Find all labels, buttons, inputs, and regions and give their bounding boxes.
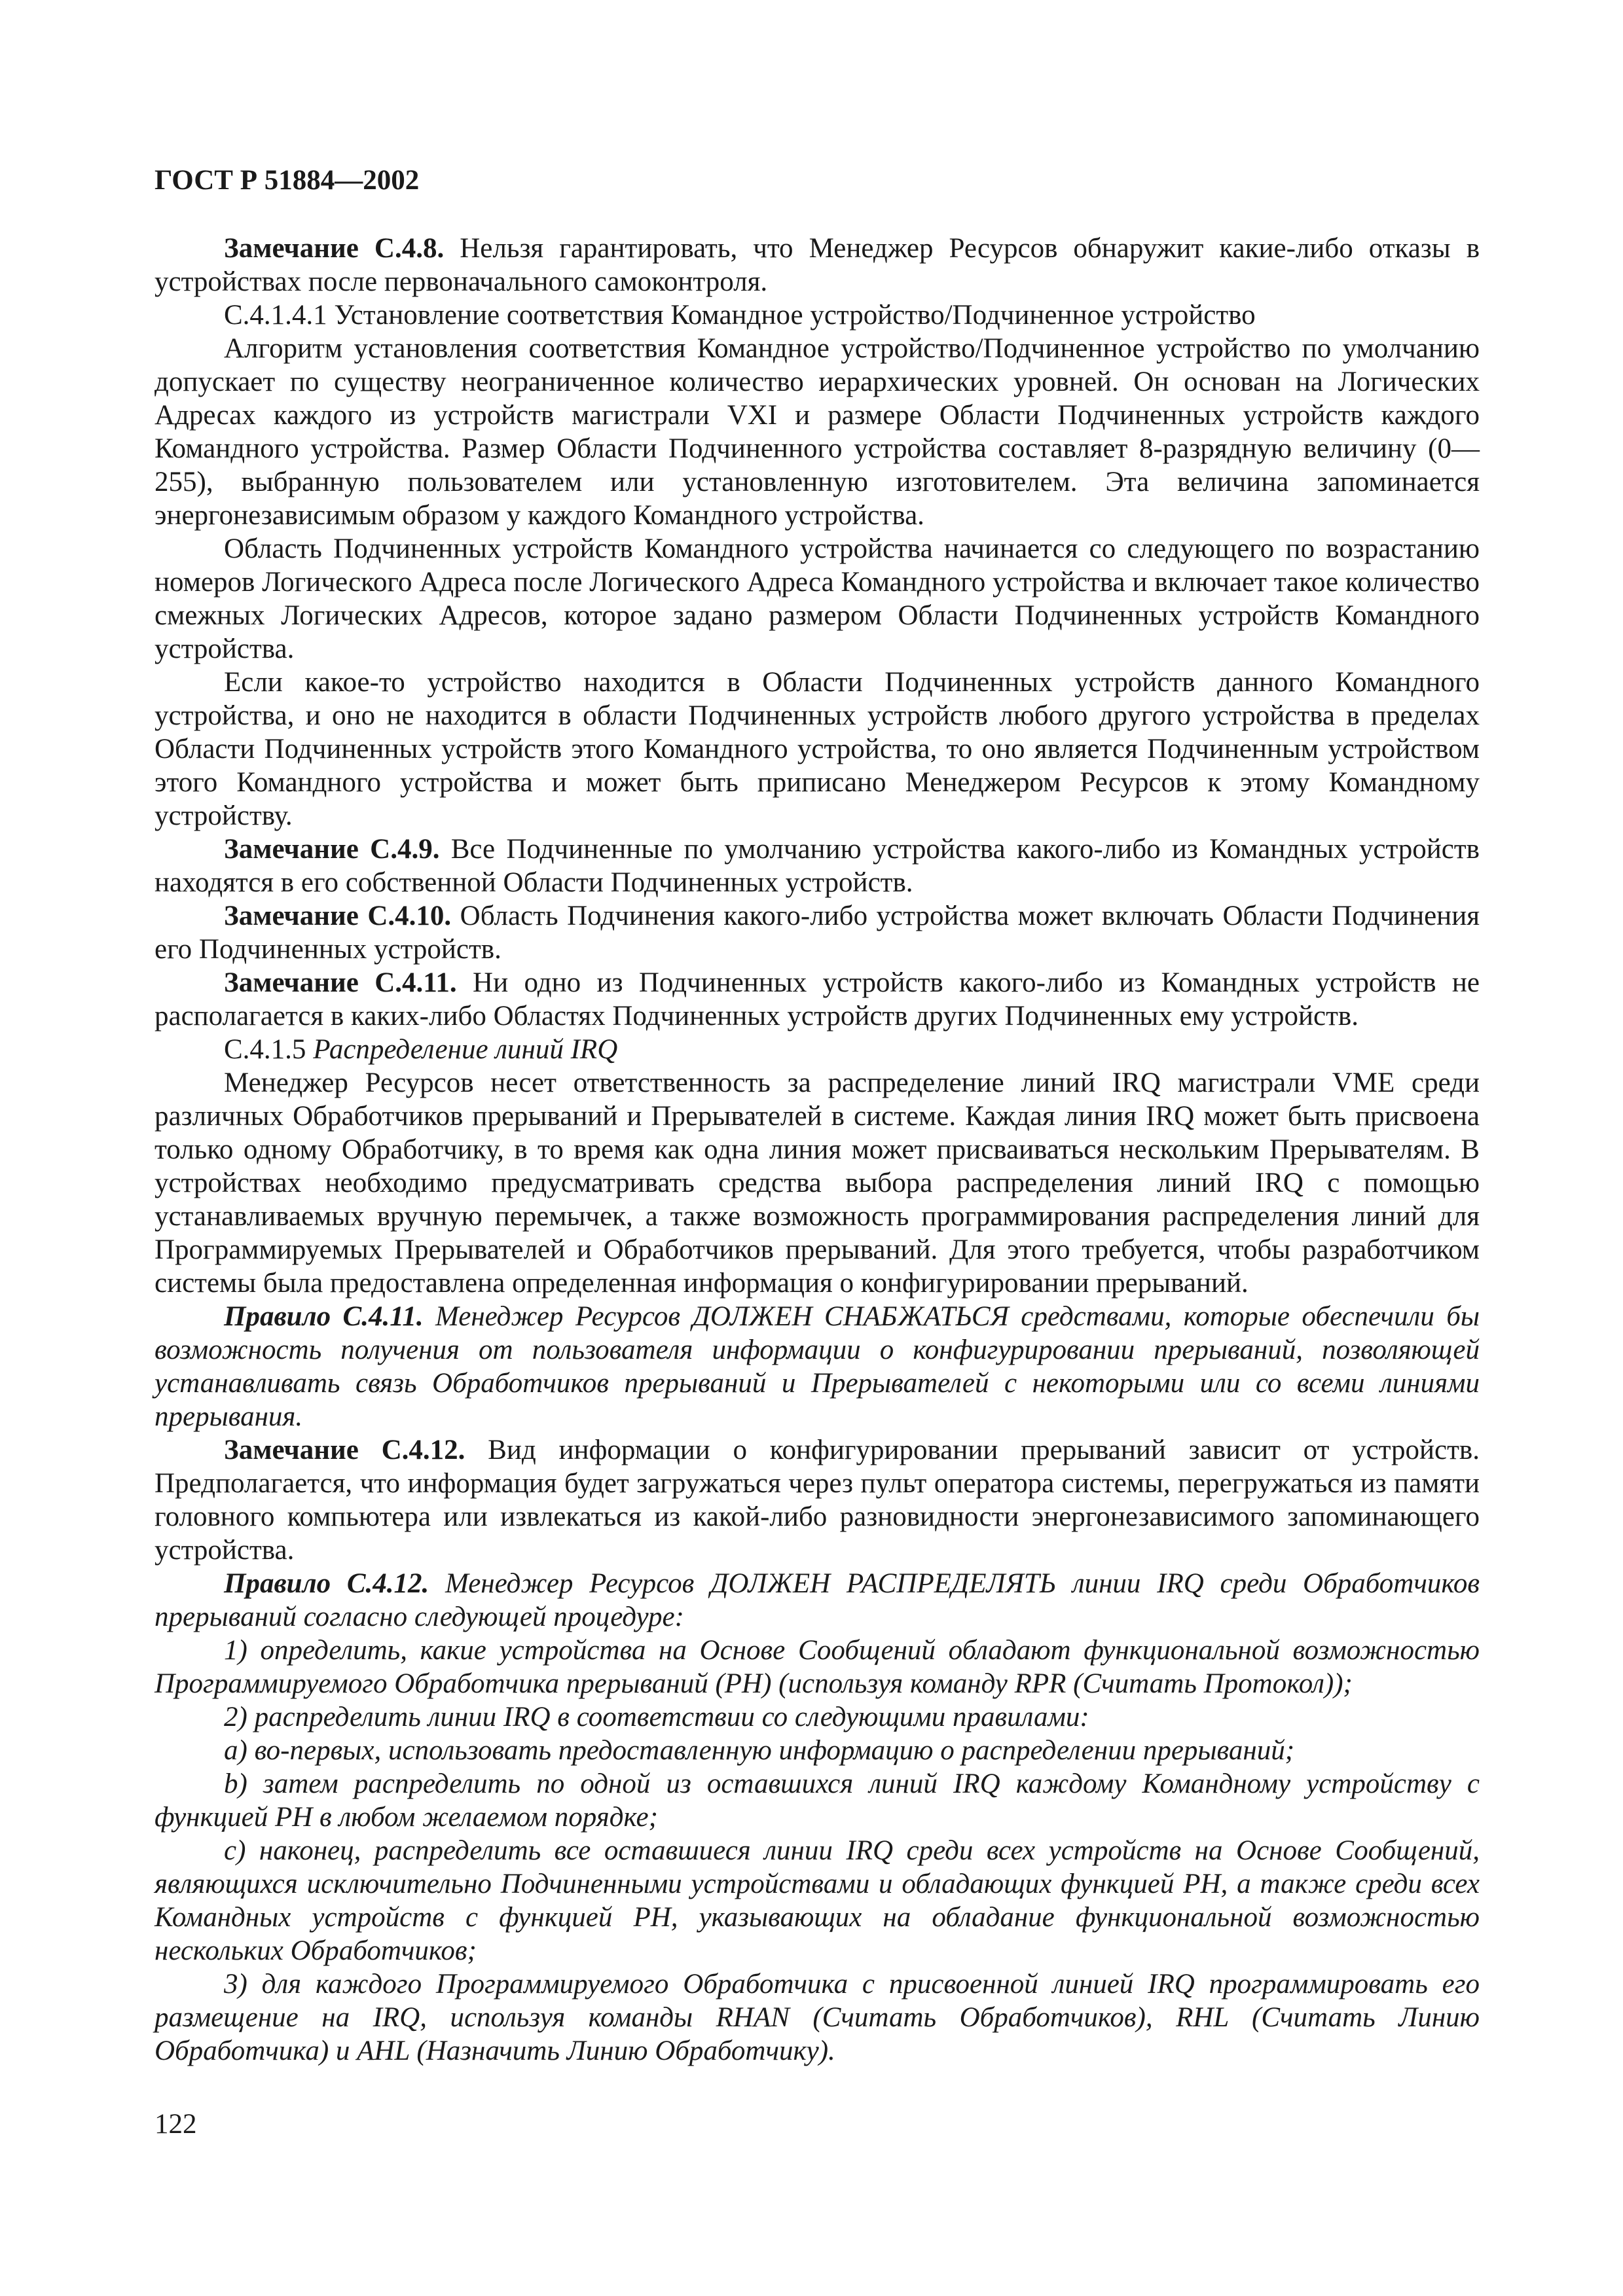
section-heading-c-4-1-4-1	[155, 298, 1480, 332]
procedure-substep-a	[155, 1734, 1480, 1767]
document-page	[155, 164, 1480, 2068]
paragraph	[155, 1066, 1480, 1300]
procedure-step-text: 3) для каждого Программируемого Обработчика с присвоенной линией IRQ программировать его размещение на IRQ, используя команды RHAN (Считать Обработчиков), RHL (Считать Линию Обработчика) и AHL (Назначить Линию Обработчику).	[155, 1969, 1480, 2066]
procedure-step-text: с) наконец, распределить все оставшиеся линии IRQ среди всех устройств на Основе Сообщений, являющихся исключительно Подчиненными устройствами и обладающих функцией PH, а также среди всех Командных устройств с функцией PH, указывающих на обладание функциональной возможностью нескольких Обработчиков;	[155, 1835, 1480, 1966]
procedure-step-3	[155, 1967, 1480, 2068]
procedure-step-2	[155, 1700, 1480, 1734]
rule-c-4-11	[155, 1300, 1480, 1433]
procedure-substep-b	[155, 1767, 1480, 1834]
paragraph-text: Область Подчиненных устройств Командного устройства начинается со следующего по возрастанию номеров Логического Адреса после Логического Адреса Командного устройства и включает такое количество смежных Логических Адресов, которое задано размером Области Подчиненных устройств Командного устройства.	[155, 533, 1480, 664]
rule-text: Менеджер Ресурсов ДОЛЖЕН РАСПРЕДЕЛЯТЬ линии IRQ среди Обработчиков прерываний согласно следующей процедуре:	[155, 1568, 1480, 1632]
paragraph	[155, 666, 1480, 833]
note-c-4-10	[155, 899, 1480, 966]
paragraph-text: Менеджер Ресурсов несет ответственность за распределение линий IRQ магистрали VME среди различных Обработчиков прерываний и Прерывателей в системе. Каждая линия IRQ может быть присвоена только одному Обработчику, в то время как одна линия может присваиваться нескольким Прерывателям. В устройствах необходимо предусматривать средства выбора распределения линий IRQ с помощью устанавливаемых вручную перемычек, а также возможность программирования распределения линий для Программируемых Прерывателей и Обработчиков прерываний. Для этого требуется, чтобы разработчиком системы была предоставлена определенная информация о конфигурировании прерываний.	[155, 1067, 1480, 1299]
section-title: Распределение линий IRQ	[313, 1034, 618, 1065]
section-heading-c-4-1-5	[155, 1033, 1480, 1066]
page-number: 122	[155, 2109, 197, 2140]
paragraph	[155, 332, 1480, 532]
rule-c-4-12	[155, 1567, 1480, 1634]
procedure-step-1	[155, 1634, 1480, 1700]
paragraph-text: Если какое-то устройство находится в Области Подчиненных устройств данного Командного устройства, и оно не находится в области Подчиненных устройств любого другого устройства в пределах Области Подчиненных устройств этого Командного устройства, то оно является Подчиненным устройством этого Командного устройства и может быть приписано Менеджером Ресурсов к этому Командному устройству.	[155, 667, 1480, 831]
note-text: Все Подчиненные по умолчанию устройства какого-либо из Командных устройств находятся в его собственной Области Подчиненных устройств.	[155, 834, 1480, 898]
document-code-header: ГОСТ Р 51884—2002	[155, 165, 420, 196]
procedure-step-text: b) затем распределить по одной из оставшихся линий IRQ каждому Командному устройству с функцией PH в любом желаемом порядке;	[155, 1768, 1480, 1833]
note-label: Замечание С.4.8.	[224, 233, 445, 264]
procedure-step-text: а) во-первых, использовать предоставленную информацию о распределении прерываний;	[224, 1735, 1295, 1766]
paragraph-text: Алгоритм установления соответствия Командное устройство/Подчиненное устройство по умолчанию допускает по существу неограниченное количество иерархических уровней. Он основан на Логических Адресах каждого из устройств магистрали VXI и размере Области Подчиненных устройств каждого Командного устройства. Размер Области Подчиненного устройства составляет 8-разрядную величину (0—255), выбранную пользователем или установленную изготовителем. Эта величина запоминается энергонезависимым образом у каждого Командного устройства.	[155, 333, 1480, 531]
note-c-4-9	[155, 833, 1480, 899]
procedure-substep-c	[155, 1834, 1480, 1967]
rule-label: Правило С.4.12.	[224, 1568, 429, 1599]
note-label: Замечание С.4.12.	[224, 1435, 465, 1465]
note-text: Вид информации о конфигурировании прерываний зависит от устройств. Предполагается, что информация будет загружаться через пульт оператора системы, перегружаться из памяти головного компьютера или извлекаться из какой-либо разновидности энергонезависимого запоминающего устройства.	[155, 1435, 1480, 1566]
note-text: Нельзя гарантировать, что Менеджер Ресурсов обнаружит какие-либо отказы в устройствах после первоначального самоконтроля.	[155, 233, 1480, 297]
note-c-4-12	[155, 1433, 1480, 1567]
procedure-step-text: 2) распределить линии IRQ в соответствии со следующими правилами:	[224, 1702, 1089, 1732]
note-text: Область Подчинения какого-либо устройства может включать Области Подчинения его Подчиненных устройств.	[155, 901, 1480, 965]
paragraph	[155, 532, 1480, 666]
note-label: Замечание С.4.9.	[224, 834, 440, 865]
rule-text: Менеджер Ресурсов ДОЛЖЕН СНАБЖАТЬСЯ средствами, которые обеспечили бы возможность получения от пользователя информации о конфигурировании прерываний, позволяющей устанавливать связь Обработчиков прерываний и Прерывателей с некоторыми или со всеми линиями прерывания.	[155, 1301, 1480, 1432]
note-text: Ни одно из Подчиненных устройств какого-либо из Командных устройств не располагается в каких-либо Областях Подчиненных устройств других Подчиненных ему устройств.	[155, 967, 1480, 1031]
rule-label: Правило С.4.11.	[224, 1301, 424, 1332]
note-label: Замечание С.4.11.	[224, 967, 457, 998]
note-c-4-11	[155, 966, 1480, 1033]
note-label: Замечание С.4.10.	[224, 901, 452, 931]
procedure-step-text: 1) определить, какие устройства на Основе Сообщений обладают функциональной возможностью Программируемого Обработчика прерываний (PH) (используя команду RPR (Считать Протокол));	[155, 1635, 1480, 1699]
section-heading-text: С.4.1.4.1 Установление соответствия Командное устройство/Подчиненное устройство	[224, 300, 1256, 331]
document-body	[155, 232, 1480, 2068]
note-c-4-8	[155, 232, 1480, 298]
section-number: С.4.1.5	[224, 1034, 314, 1065]
